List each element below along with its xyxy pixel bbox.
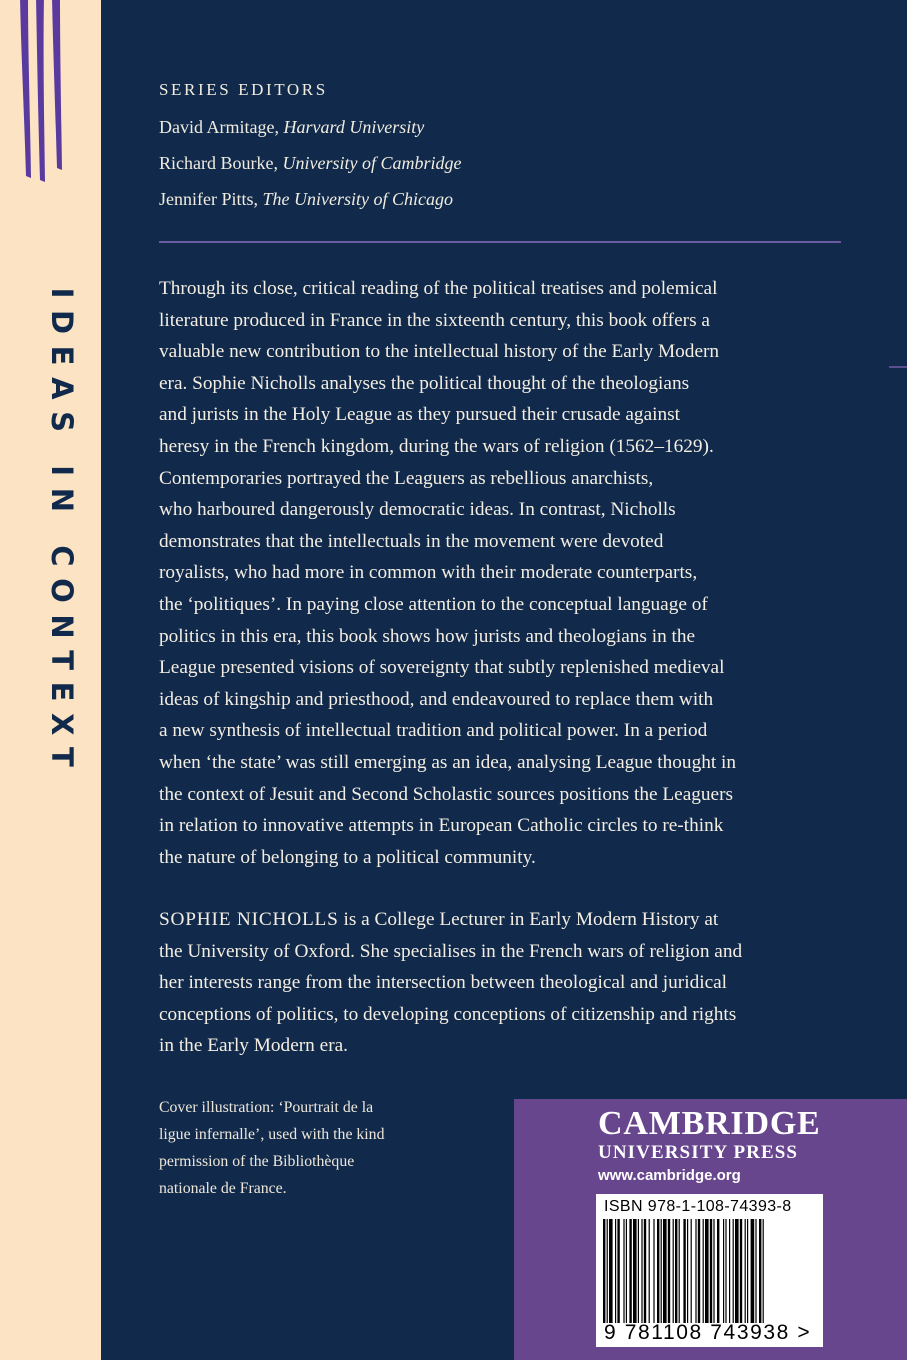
isbn-label: ISBN 978-1-108-74393-8 [604, 1198, 792, 1215]
barcode-bar [675, 1219, 677, 1323]
barcode-bar [703, 1219, 704, 1323]
editor-line: Richard Bourke, University of Cambridge [159, 153, 462, 173]
publisher-url: www.cambridge.org [598, 1167, 741, 1184]
edge-tick-mark [889, 366, 907, 368]
barcode-bar [633, 1219, 637, 1323]
barcode-bar [713, 1219, 714, 1323]
barcode-bar [629, 1219, 631, 1323]
barcode-bar [617, 1219, 619, 1323]
barcode-bar [661, 1219, 662, 1323]
barcode-bar [653, 1219, 654, 1323]
barcode-bar [695, 1219, 696, 1323]
barcode-bar [609, 1219, 613, 1323]
barcode-bar [698, 1219, 700, 1323]
barcode-bar [641, 1219, 642, 1323]
section-divider [159, 241, 841, 243]
barcode-bar [725, 1219, 726, 1323]
barcode-bar [763, 1219, 764, 1323]
barcode-bar [733, 1219, 734, 1323]
barcode-bar [740, 1219, 742, 1323]
barcode-bar [717, 1219, 719, 1323]
barcode-bar [735, 1219, 739, 1323]
author-bio-text: is a College Lecturer in Early Modern History at the University of Oxford. She specialises in the French wars of religion and her interests range from the intersection between theological and juridical conceptions of politics, to developing conceptions of citizenship and rights in the Early Modern era. [159, 909, 743, 1057]
author-bio [159, 904, 849, 1062]
barcode-bar [668, 1219, 670, 1323]
barcode-bar [603, 1219, 605, 1323]
barcode-digits: 9 781108 743938 > [604, 1321, 812, 1344]
barcode-bar [626, 1219, 627, 1323]
author-name: SOPHIE NICHOLLS [159, 909, 339, 930]
barcode-bar [644, 1219, 646, 1323]
barcode-bar [751, 1219, 755, 1323]
publisher-logo-name: CAMBRIDGE [598, 1105, 821, 1142]
barcode-bar [710, 1219, 712, 1323]
barcode-bars [603, 1219, 815, 1323]
spine-strip [0, 0, 101, 1360]
publisher-logo-subname: UNIVERSITY PRESS [598, 1142, 799, 1163]
barcode-bar [607, 1219, 608, 1323]
series-editors-block [159, 78, 461, 217]
barcode-bar [729, 1219, 730, 1323]
barcode-bar [663, 1219, 667, 1323]
brush-stripes-graphic [0, 0, 101, 190]
barcode-bar [691, 1219, 692, 1323]
barcode-bar [623, 1219, 624, 1323]
barcode-bar [745, 1219, 746, 1323]
barcode-box [596, 1194, 823, 1347]
barcode-bar [615, 1219, 616, 1323]
barcode-bar [755, 1219, 756, 1323]
barcode-bar [759, 1219, 761, 1323]
barcode-bar [687, 1219, 688, 1323]
barcode-bar [657, 1219, 659, 1323]
series-editors-heading: SERIES EDITORS [159, 80, 328, 99]
cover-illustration-credit: Cover illustration: ‘Pourtrait de la ligue infernalle’, used with the kind permission of the Bibliothèque nationale de France. [159, 1099, 385, 1197]
barcode-bar [683, 1219, 685, 1323]
barcode-bar [638, 1219, 639, 1323]
barcode-bar [723, 1219, 724, 1323]
barcode-bar [679, 1219, 680, 1323]
barcode-bar [705, 1219, 709, 1323]
barcode-bar [649, 1219, 650, 1323]
editor-line: Jennifer Pitts, The University of Chicago [159, 189, 453, 209]
barcode-bar [747, 1219, 748, 1323]
barcode-bar [673, 1219, 674, 1323]
book-blurb: Through its close, critical reading of the political treatises and polemical literature produced in France in the sixteenth century, this book offers a valuable new contribution to the intellectual history of the Early Modern era. Sophie Nicholls analyses the political thought of the theologians and jurists in the Holy League as they pursued their crusade against heresy in the French kingdom, during the wars of religion (1562–1629). Contemporaries portrayed the Leaguers as rebellious anarchists, who harboured dangerously democratic ideas. In contrast, Nicholls demonstrates that the intellectuals in the movement were devoted royalists, who had more in common with their moderate counterparts, the ‘politiques’. In paying close attention to the conceptual language of politics in this era, this book shows how jurists and theologians in the League presented visions of sovereignty that subtly replenished medieval ideas of kingship and priesthood, and endeavoured to replace them with a new synthesis of intellectual tradition and political power. In a period when ‘the state’ was still emerging as an idea, analysing League thought in the context of Jesuit and Second Scholastic sources positions the Leaguers in relation to innovative attempts in European Catholic circles to re-think the nature of belonging to a political community. [159, 278, 737, 868]
series-title-vertical: IDEAS IN CONTEXT [45, 287, 79, 779]
editor-line: David Armitage, Harvard University [159, 117, 425, 137]
